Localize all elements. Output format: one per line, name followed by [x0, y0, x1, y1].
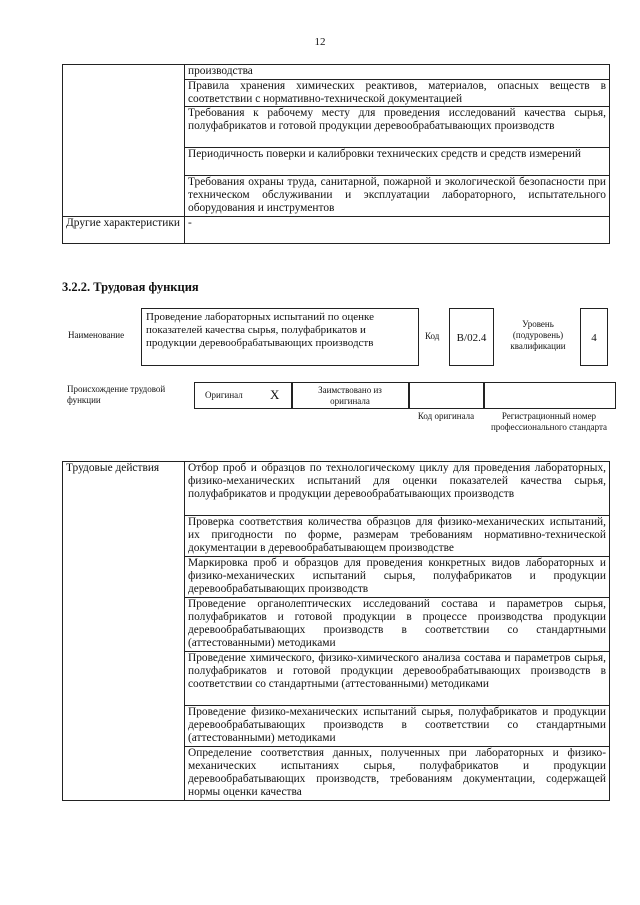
code-label: Код: [425, 331, 440, 341]
level-label: Уровень (подуровень) квалификации: [510, 319, 566, 351]
divider: [408, 382, 410, 409]
labor-actions-table: [62, 461, 610, 801]
code-value-box: В/02.4: [449, 308, 494, 366]
table-row: [63, 65, 610, 80]
name-label: Наименование: [68, 330, 125, 340]
level-value-box: 4: [580, 308, 608, 366]
table-cell: Проведение химического, физико-химического анализа состава и параметров сырья, полуфабрикатов и готовой продукции деревообрабатывающих производств в соответствии со стандартными (аттестованными) методиками: [185, 652, 610, 706]
table-row-label-empty: [63, 65, 185, 217]
function-name-box: Проведение лабораторных испытаний по оценке показателей качества сырья, полуфабрикатов и продукции деревообрабатывающих производств: [141, 308, 419, 366]
table-cell: Периодичность поверки и калибровки технических средств и средств измерений: [185, 148, 610, 176]
registration-number-caption: Регистрационный номер профессионального стандарта: [490, 411, 608, 432]
table-cell: производства: [185, 65, 610, 80]
original-label: Оригинал: [205, 390, 243, 400]
table-row: [63, 217, 610, 244]
other-characteristics-value: -: [185, 217, 610, 244]
table-cell: Проведение органолептических исследований состава и параметров сырья, полуфабрикатов и готовой продукции в процессе производства продукции деревообрабатывающих производств в соответствии со стандартными (аттестованными) методиками: [185, 598, 610, 652]
original-code-caption: Код оригинала: [417, 411, 475, 421]
knowledge-table: [62, 64, 610, 244]
table-cell: Требования к рабочему месту для проведения исследований качества сырья, полуфабрикатов и готовой продукции деревообрабатывающих производств: [185, 107, 610, 148]
labor-actions-label: Трудовые действия: [63, 462, 185, 801]
table-cell: Правила хранения химических реактивов, материалов, опасных веществ в соответствии с нормативно-технической документацией: [185, 80, 610, 107]
origin-label: Происхождение трудовой функции: [67, 384, 166, 405]
table-cell: Требования охраны труда, санитарной, пожарной и экологической безопасности при техническом обслуживании и эксплуатации лабораторного, испытательного оборудования и инструментов: [185, 176, 610, 217]
borrowed-label: Заимствовано из оригинала: [318, 385, 382, 406]
section-heading: 3.2.2. Трудовая функция: [62, 280, 199, 294]
other-characteristics-label: Другие характеристики: [63, 217, 185, 244]
table-row: [63, 462, 610, 516]
original-mark: X: [270, 387, 280, 402]
table-cell: Проведение физико-механических испытаний сырья, полуфабрикатов и продукции деревообрабатывающих производств в соответствии со стандартными (аттестованными) методиками: [185, 706, 610, 747]
table-cell: Проверка соответствия количества образцов для физико-механических испытаний, их пригодности по форме, размерам требованиям нормативно-технической документации в деревообрабатывающем производстве: [185, 516, 610, 557]
divider: [483, 382, 485, 409]
table-cell: Определение соответствия данных, полученных при лабораторных и физико-механических испытаниях сырья, полуфабрикатов и продукции деревообрабатывающих производств, требованиям документации, содержащей нормы оценки качества: [185, 747, 610, 801]
divider: [291, 382, 293, 409]
page-number: 12: [314, 36, 326, 48]
table-cell: Отбор проб и образцов по технологическому циклу для проведения лабораторных, физико-механических испытаний для оценки показателей качества сырья, полуфабрикатов и продукции деревообрабатывающих производств: [185, 462, 610, 516]
table-cell: Маркировка проб и образцов для проведения конкретных видов лабораторных и физико-механических испытаний сырья, полуфабрикатов и продукции деревообрабатывающих производств: [185, 557, 610, 598]
